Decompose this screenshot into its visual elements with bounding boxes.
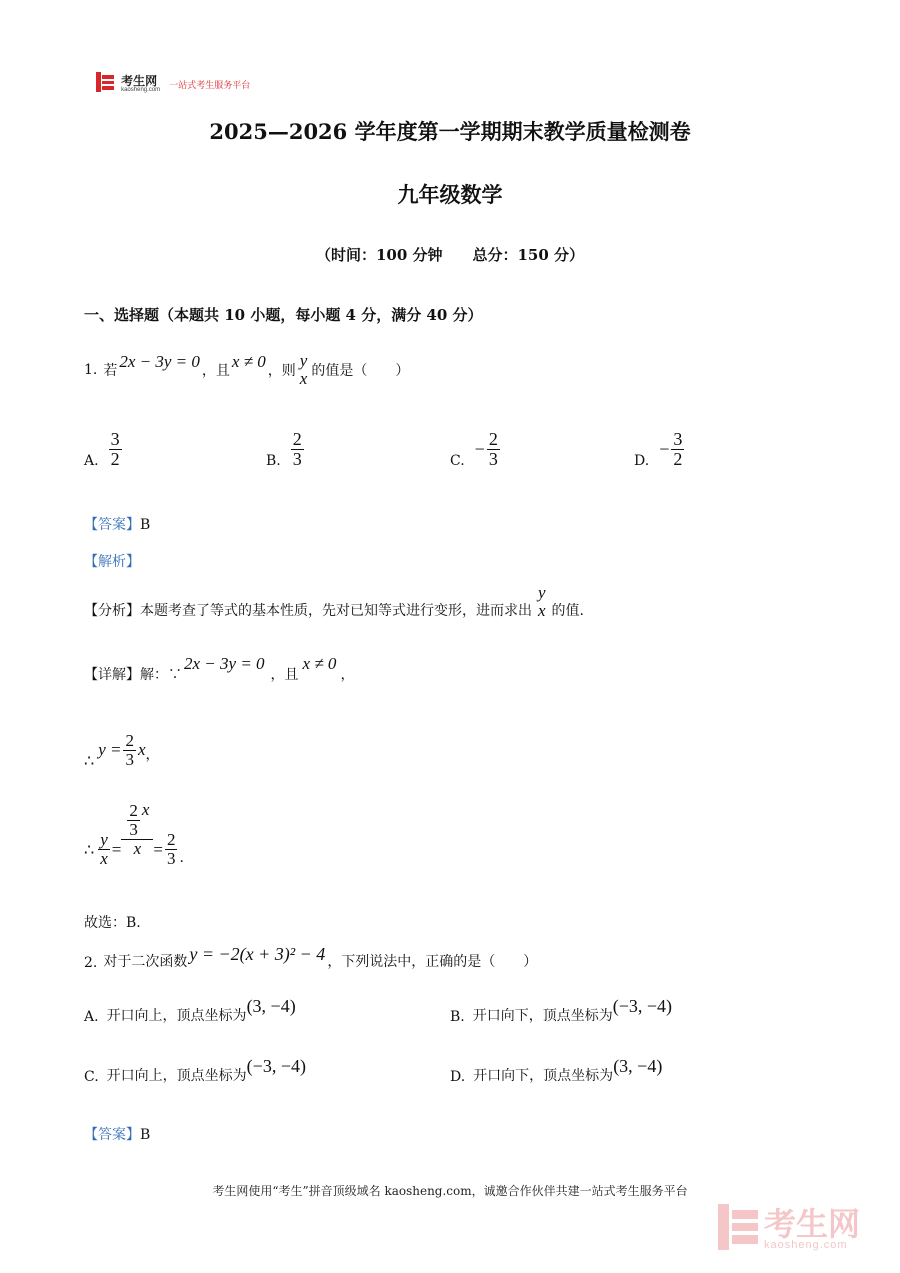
option-label: A. (84, 453, 99, 470)
step2-inner-fraction (127, 802, 140, 839)
therefore-symbol: ∴ (84, 750, 95, 770)
option-sign: − (474, 438, 485, 459)
q1-equation: 2x − 3y = 0 (119, 351, 200, 371)
option-text: 开口向上，顶点坐标为 (106, 1008, 247, 1024)
option-label: B. (450, 1009, 465, 1025)
page-title: 2025—2026 学年度第一学期期末教学质量检测卷 (209, 119, 691, 144)
step1-end: ， (145, 747, 160, 764)
option-label: C. (84, 1069, 99, 1085)
q2-option-d (450, 1056, 663, 1085)
q1-frac-num: y (299, 351, 308, 370)
q1-detail (84, 654, 355, 684)
step2-inner-num: 2 (129, 801, 138, 820)
fenxi-frac-num: y (538, 583, 546, 602)
header-logo (96, 72, 250, 96)
option-den: 3 (488, 448, 498, 469)
question-number: 1. (84, 361, 98, 378)
step2-end: . (179, 849, 184, 866)
option-den: 3 (292, 448, 302, 469)
q1-analysis-tag: 【解析】 (84, 554, 140, 570)
step2-inner-var: x (141, 800, 150, 820)
option-fraction (487, 430, 500, 469)
step2-den: x (100, 849, 108, 869)
answer-tag: 【答案】 (84, 517, 140, 533)
page-subtitle: 九年级数学 (397, 182, 503, 207)
q1-step-2 (84, 800, 184, 869)
detail-end: ， (340, 667, 355, 683)
step2-result-num: 2 (166, 830, 176, 850)
step1-den: 3 (125, 749, 134, 769)
option-label: D. (450, 1069, 466, 1085)
q2-option-a (84, 996, 296, 1025)
fenxi-frac-den: x (538, 600, 546, 620)
option-coordinate: (−3, −4) (246, 1056, 306, 1076)
option-coordinate: (3, −4) (613, 1056, 663, 1076)
detail-and: ，且 (270, 667, 299, 683)
option-label: D. (634, 453, 650, 470)
q2-answer (84, 1124, 150, 1144)
q1-answer (84, 514, 150, 534)
option-sign: − (659, 438, 670, 459)
q1-text-and: ，且 (201, 362, 230, 379)
q2-option-b (450, 996, 673, 1025)
option-num: 3 (673, 429, 683, 449)
option-coordinate: (3, −4) (246, 996, 296, 1016)
detail-condition: x ≠ 0 (302, 654, 337, 673)
option-fraction (109, 430, 122, 469)
option-num: 2 (488, 429, 498, 449)
logo-name: 考生网 (121, 74, 158, 88)
option-den: 2 (673, 448, 683, 469)
exam-info: （时间：100 分钟 总分：150 分） (315, 246, 585, 264)
watermark-domain: kaosheng.com (764, 1238, 848, 1251)
step2-compound-num (123, 802, 151, 839)
option-fraction (671, 430, 684, 469)
step1-fraction (123, 732, 136, 769)
logo-icon (96, 72, 114, 96)
fenxi-label: 【分析】 (84, 602, 140, 619)
option-num: 3 (110, 429, 120, 449)
therefore-symbol: ∴ (84, 840, 95, 860)
q1-frac-den: x (299, 368, 308, 388)
detail-equation: 2x − 3y = 0 (184, 654, 265, 673)
step2-result-fraction (165, 831, 178, 868)
q2-text-post: ，下列说法中，正确的是（ ） (327, 954, 538, 970)
option-label: C. (450, 453, 465, 470)
option-label: B. (266, 453, 281, 470)
step2-equals: = (111, 839, 122, 859)
answer-tag: 【答案】 (84, 1127, 140, 1143)
step1-num: 2 (125, 731, 134, 750)
step2-inner-den: 3 (129, 819, 138, 839)
option-fraction (291, 430, 304, 469)
answer-value: B (140, 517, 151, 533)
page-footer: 考生网使用“考生”拼音顶级域名 kaosheng.com，诚邀合作伙伴共建一站式考生服务平台 (212, 1184, 688, 1198)
answer-value: B (140, 1127, 151, 1143)
q1-text-then: ，则 (267, 362, 296, 379)
q1-text-if: 若 (103, 362, 118, 379)
watermark-logo (718, 1204, 860, 1254)
option-text: 开口向下，顶点坐标为 (473, 1068, 614, 1084)
fenxi-fraction (536, 584, 548, 620)
step2-fraction (98, 831, 110, 868)
q1-conclusion: 故选：B. (84, 915, 141, 931)
q1-option-b (266, 430, 306, 469)
q1-condition: x ≠ 0 (231, 351, 266, 371)
q1-option-d (634, 430, 686, 469)
step2-compound-fraction (123, 802, 151, 858)
option-den: 2 (110, 448, 120, 469)
step1-var: x (137, 740, 146, 760)
watermark-name: 考生网 (764, 1205, 861, 1242)
option-num: 2 (292, 429, 302, 449)
q1-fenxi (84, 584, 584, 620)
q1-text-value: 的值是（ ） (311, 362, 410, 379)
step2-outer-den: x (121, 839, 153, 858)
q2-text-pre: 对于二次函数 (103, 954, 188, 970)
step1-lhs: y = (98, 740, 122, 760)
question-2 (84, 944, 538, 971)
q1-option-a (84, 430, 124, 469)
section-title: 一、选择题（本题共 10 小题，每小题 4 分，满分 40 分） (84, 306, 483, 324)
option-coordinate: (−3, −4) (612, 996, 673, 1016)
step2-equals-2: = (153, 839, 163, 859)
option-text: 开口向上，顶点坐标为 (106, 1068, 247, 1084)
logo-domain: kaosheng.com (121, 87, 161, 93)
q1-step-1 (84, 732, 160, 769)
question-number: 2. (84, 955, 98, 971)
q2-function: y = −2(x + 3)² − 4 (189, 944, 326, 964)
q1-fraction (298, 352, 310, 388)
step2-num: y (100, 830, 108, 850)
fenxi-text: 本题考查了等式的基本性质，先对已知等式进行变形，进而求出 (140, 602, 532, 619)
option-text: 开口向下，顶点坐标为 (472, 1008, 613, 1024)
fenxi-tail: 的值. (551, 602, 584, 619)
option-label: A. (84, 1009, 99, 1025)
q1-option-c (450, 430, 502, 469)
header-slogan: 一站式考生服务平台 (169, 80, 251, 91)
detail-prefix: 解：∵ (140, 667, 182, 683)
q2-option-c (84, 1056, 306, 1085)
step2-result-den: 3 (166, 849, 176, 869)
watermark-icon (718, 1204, 758, 1254)
detail-label: 【详解】 (84, 667, 140, 683)
question-1 (84, 352, 409, 388)
